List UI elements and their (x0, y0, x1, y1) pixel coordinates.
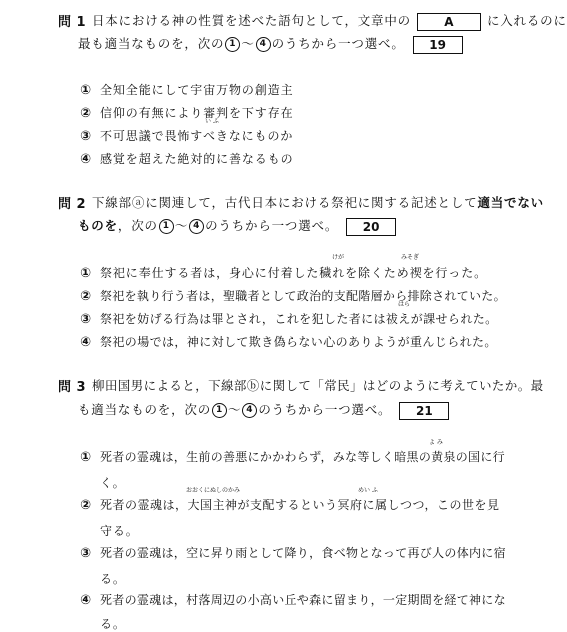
q1-choice-list (80, 79, 294, 171)
q1-choice-3 (80, 125, 294, 148)
ruby-ifu: い ふ (205, 118, 219, 125)
q2-answer-box: 20 (346, 218, 396, 236)
ruby-misogi: みそぎ (401, 254, 420, 261)
q3-choice-2 (80, 494, 500, 539)
circled-1: 1 (212, 403, 227, 418)
ruby-ookuninushi: おおくにぬしのかみ (186, 487, 241, 494)
q3-choice-4 (80, 589, 506, 632)
choice-text-line2: る。 (100, 617, 126, 631)
choice-text-line2: る。 (100, 572, 126, 586)
ruby-meifu: めい ふ (358, 487, 378, 494)
q1-line2a: 最も適当なものを，次の (78, 36, 225, 51)
choice-text: 不可思議で畏怖すべきなにものか (100, 129, 294, 143)
choice-number: ③ (80, 546, 92, 561)
choice-number: ① (80, 266, 92, 281)
circled-1: 1 (225, 37, 240, 52)
q3-line2b: のうちから一つ選べ。 (258, 402, 392, 417)
choice-text-line2: 守る。 (100, 524, 139, 538)
choice-text: 全知全能にして宇宙万物の創造主 (100, 83, 294, 97)
q2-emphasis-cont: ものを (78, 218, 118, 233)
q3-answer-box: 21 (399, 402, 449, 420)
choice-text: 祭祀を妨げる行為は罪とされ，これを犯した者には祓えが課せられた。 (100, 312, 498, 326)
ruby-kegare: けが (332, 254, 345, 261)
choice-text: 信仰の有無により審判を下す存在 (100, 106, 294, 120)
choice-number: ③ (80, 129, 92, 144)
choice-number: ② (80, 289, 92, 304)
q3-label: 問 3 (58, 380, 87, 395)
q1-choice-1 (80, 79, 294, 102)
circled-1: 1 (159, 219, 174, 234)
tilde: ～ (241, 36, 255, 51)
q1-answer-box: 19 (413, 36, 463, 54)
choice-number: ① (80, 83, 92, 98)
choice-number: ② (80, 106, 92, 121)
q1-box-a: A (417, 13, 481, 31)
q3-line2a: も適当なものを，次の (78, 402, 212, 417)
ruby-harae: はら (398, 301, 411, 308)
choice-number: ④ (80, 152, 92, 167)
q2-line2b: ，次の (117, 218, 158, 233)
choice-text-line1: 死者の霊魂は，村落周辺の小高い丘や森に留まり，一定期間を経て神にな (100, 593, 506, 607)
choice-text-line1: 死者の霊魂は，生前の善悪にかかわらず，みな等しく暗黒の黄泉の国に行 (100, 450, 505, 464)
choice-text-line2: く。 (100, 476, 126, 490)
q1-line2b: のうちから一つ選べ。 (271, 36, 405, 51)
q3-line1: 柳田国男によると，下線部ⓑに関して「常民」はどのように考えていたか。最 (92, 378, 544, 393)
q2-line1 (92, 193, 544, 211)
q1-label: 問 1 (58, 15, 87, 30)
q2-line1a: 下線部ⓐに関連して，古代日本における祭祀に関する記述として (92, 195, 478, 210)
q2-choice-3 (80, 308, 506, 331)
choice-number: ② (80, 498, 92, 513)
q1-choice-4 (80, 148, 294, 171)
q2-choice-1 (80, 262, 506, 285)
q1-line1 (92, 11, 567, 31)
q2-line2c: のうちから一つ選べ。 (205, 218, 339, 233)
q1-line1a: 日本における神の性質を述べた語句として，文章中の (92, 13, 411, 28)
q2-choice-4 (80, 331, 506, 354)
q2-emphasis: 適当でない (477, 195, 544, 210)
circled-4: 4 (189, 219, 204, 234)
choice-text: 祭祀の場では，神に対して欺き偽らない心のありようが重んじられた。 (100, 335, 497, 349)
q3-choice-1 (80, 446, 505, 491)
q2-choice-list (80, 262, 506, 354)
q3-choice-3 (80, 542, 506, 587)
choice-number: ④ (80, 335, 92, 350)
q2-label: 問 2 (58, 197, 87, 212)
choice-text-line1: 死者の霊魂は，空に昇り雨として降り，食べ物となって再び人の体内に宿 (100, 546, 506, 560)
tilde: ～ (174, 218, 189, 233)
choice-text: 祭祀を執り行う者は，聖職者として政治的支配階層から排除されていた。 (100, 289, 506, 303)
choice-text-line1: 死者の霊魂は，大国主神が支配するという冥府に属しつつ，この世を見 (100, 498, 500, 512)
q2-choice-2 (80, 285, 506, 308)
tilde: ～ (228, 402, 242, 417)
q1-line2 (78, 34, 463, 54)
q3-line2 (78, 400, 449, 420)
q1-line1b: に入れるのに (486, 13, 567, 28)
q1-choice-2 (80, 102, 294, 125)
choice-number: ① (80, 450, 92, 465)
choice-text: 祭祀に奉仕する者は，身心に付着した穢れを除くため禊を行った。 (100, 266, 488, 280)
choice-number: ④ (80, 593, 92, 608)
circled-4: 4 (256, 37, 271, 52)
q2-line2 (78, 216, 396, 236)
choice-text: 感覚を超えた絶対的に善なるもの (100, 152, 294, 166)
ruby-yomi: よ み (429, 439, 443, 446)
circled-4: 4 (242, 403, 257, 418)
choice-number: ③ (80, 312, 92, 327)
